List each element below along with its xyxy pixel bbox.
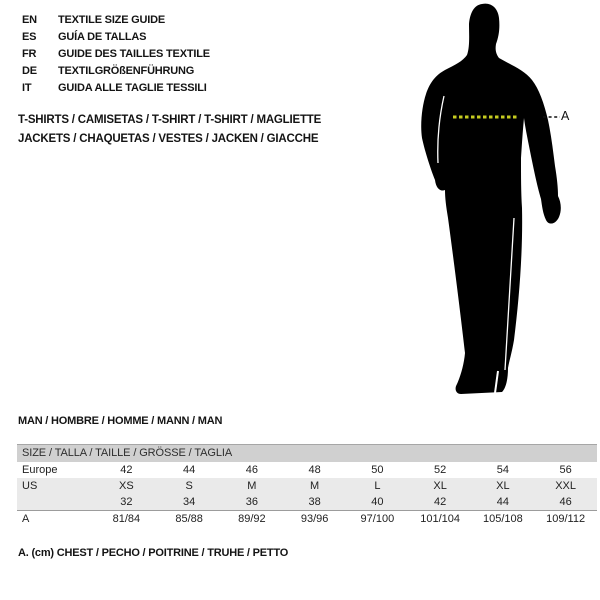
size-cell: 85/88 xyxy=(175,513,203,525)
size-cell: XXL xyxy=(555,480,577,492)
lang-title: TEXTILGRÖßENFÜHRUNG xyxy=(58,65,195,77)
size-cell: M xyxy=(310,480,320,492)
man-silhouette xyxy=(395,0,600,400)
size-cell: 42 xyxy=(120,464,133,476)
lang-title: GUIDE DES TAILLES TEXTILE xyxy=(58,48,210,60)
size-cell: 38 xyxy=(308,496,321,508)
measure-label-a: A xyxy=(561,109,570,123)
row-label xyxy=(17,494,95,510)
row-label: A xyxy=(22,513,30,525)
size-table xyxy=(17,444,597,527)
size-cell: XS xyxy=(119,480,134,492)
silhouette-shape xyxy=(421,4,561,394)
size-cell: 54 xyxy=(496,464,509,476)
lang-code: IT xyxy=(22,82,32,94)
lang-row-en xyxy=(22,12,210,29)
size-cell: 52 xyxy=(434,464,447,476)
size-cell: L xyxy=(374,480,381,492)
size-cell: 32 xyxy=(120,496,133,508)
size-cell: 34 xyxy=(183,496,196,508)
size-cell: XL xyxy=(496,480,510,492)
lang-row-fr xyxy=(22,46,210,63)
lang-code: EN xyxy=(22,14,37,26)
lang-code: ES xyxy=(22,31,37,43)
size-cell: 36 xyxy=(245,496,258,508)
lang-row-it xyxy=(22,80,210,97)
size-cell: M xyxy=(247,480,257,492)
size-cell: S xyxy=(185,480,193,492)
size-cell: 48 xyxy=(308,464,321,476)
size-cell: 93/96 xyxy=(300,513,329,525)
size-cell: 50 xyxy=(371,464,384,476)
table-row-chest-a xyxy=(17,511,597,527)
size-cell: 40 xyxy=(371,496,384,508)
size-cell: 44 xyxy=(496,496,509,508)
category-tshirts: T-SHIRTS / CAMISETAS / T-SHIRT / T-SHIRT / MAGLIETTE xyxy=(18,114,322,126)
lang-row-de xyxy=(22,63,210,80)
size-cell: 97/100 xyxy=(360,513,395,525)
size-cell: 56 xyxy=(559,464,572,476)
size-cell: 46 xyxy=(245,464,258,476)
size-cell: 101/104 xyxy=(420,513,460,525)
row-label: Europe xyxy=(22,464,58,476)
lang-code: FR xyxy=(22,48,37,60)
lang-title: TEXTILE SIZE GUIDE xyxy=(58,14,166,26)
size-cell: 109/112 xyxy=(546,513,586,525)
lang-code: DE xyxy=(22,65,37,77)
size-cell: 105/108 xyxy=(482,513,523,525)
lang-title: GUÍA DE TALLAS xyxy=(58,31,147,43)
lang-row-es xyxy=(22,29,210,46)
row-label: US xyxy=(22,480,38,492)
size-cell: 89/92 xyxy=(238,513,266,525)
table-row-us xyxy=(17,478,597,494)
size-cell: 81/84 xyxy=(112,513,141,525)
man-figure xyxy=(395,0,600,400)
size-cell: 44 xyxy=(183,464,196,476)
size-cell: XL xyxy=(433,480,447,492)
garment-categories xyxy=(18,111,321,149)
section-title-man: MAN / HOMBRE / HOMME / MANN / MAN xyxy=(18,415,223,427)
size-table-header: SIZE / TALLA / TAILLE / GRÖSSE / TAGLIA xyxy=(17,445,597,462)
measurement-footnote: A. (cm) CHEST / PECHO / POITRINE / TRUHE / PETTO xyxy=(18,547,289,559)
table-row-numeric xyxy=(17,494,597,511)
size-cell: 42 xyxy=(434,496,447,508)
lang-title: GUIDA ALLE TAGLIE TESSILI xyxy=(58,82,207,94)
table-row-europe xyxy=(17,462,597,478)
language-title-list xyxy=(22,12,210,97)
size-cell: 46 xyxy=(559,496,572,508)
category-jackets: JACKETS / CHAQUETAS / VESTES / JACKEN / GIACCHE xyxy=(18,133,319,145)
